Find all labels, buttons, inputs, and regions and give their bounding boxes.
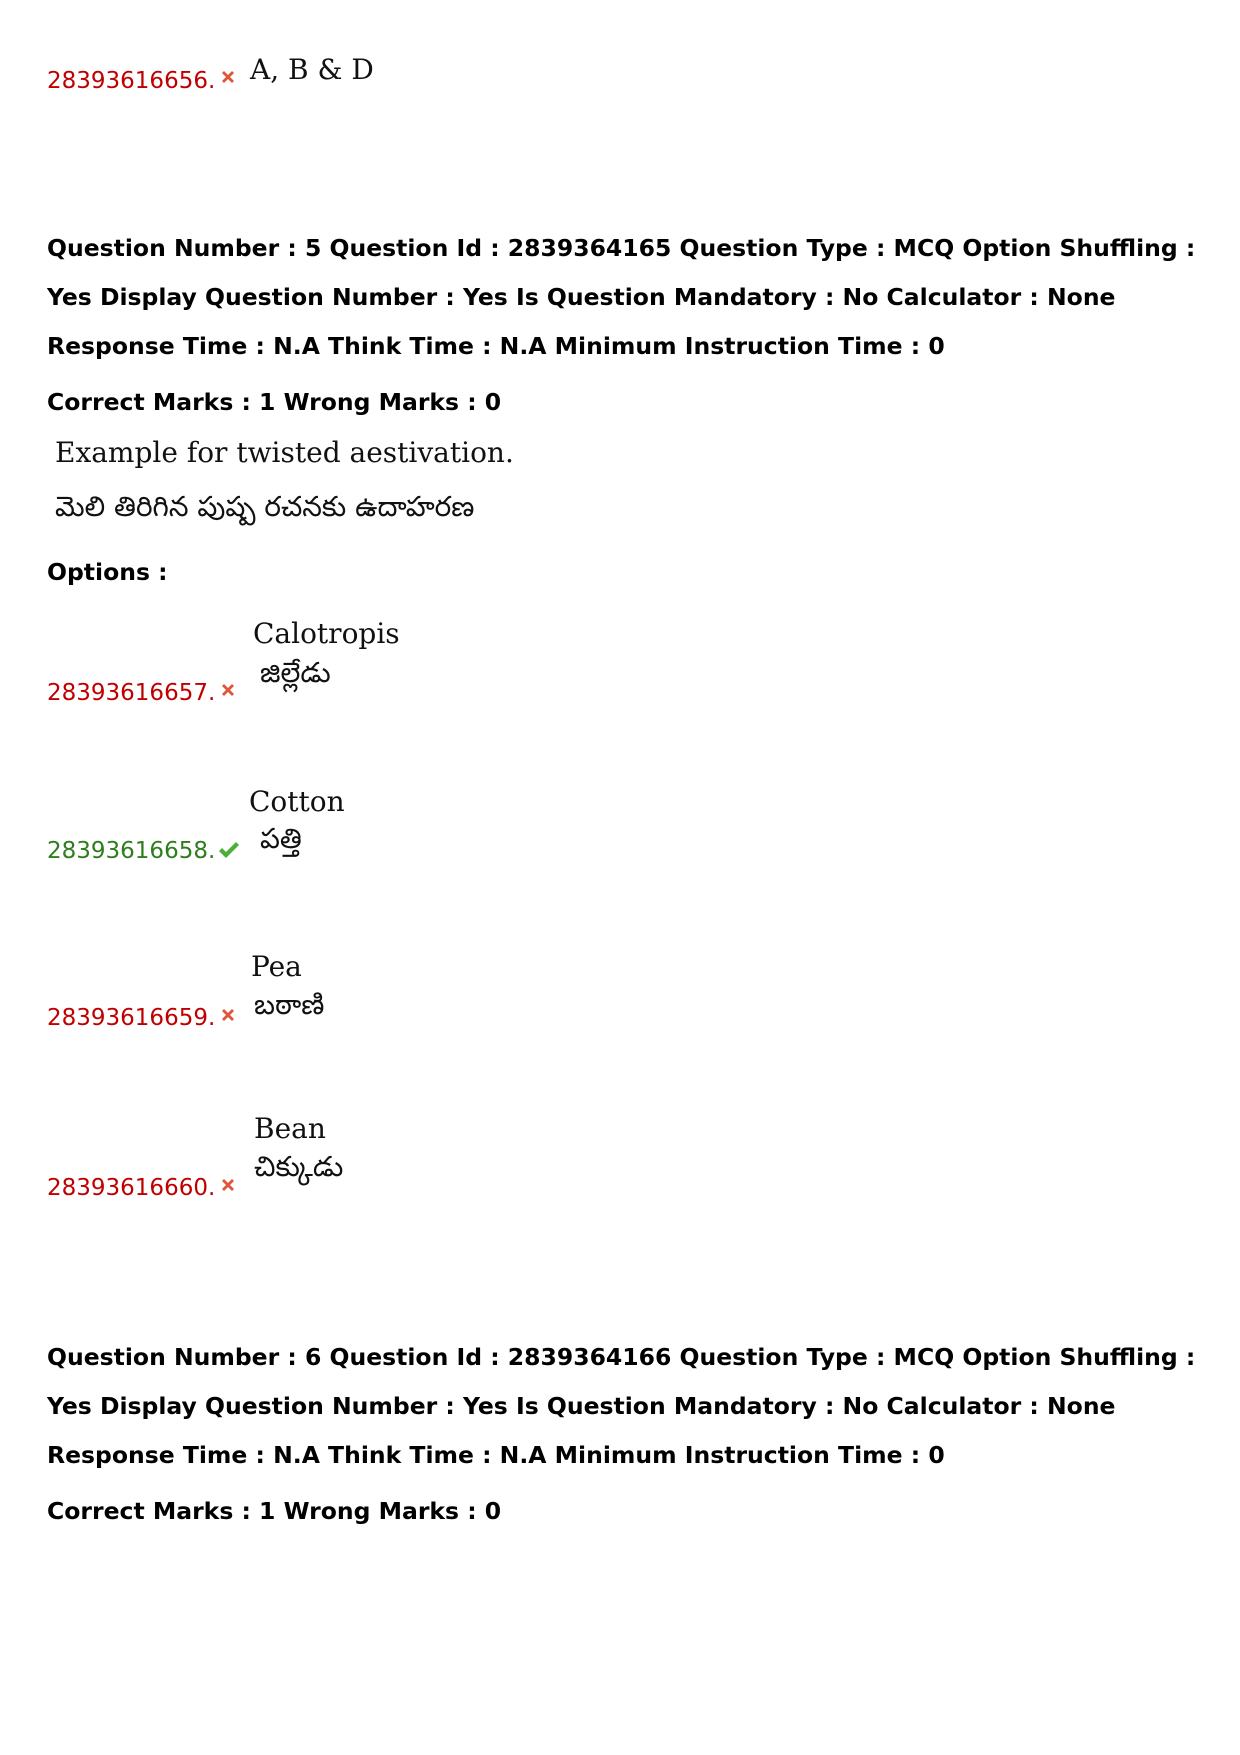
option-id: 28393616660. xyxy=(47,1175,216,1201)
question-text-telugu: మెలి తిరిగిన పుష్ప రచనకు ఉదాహరణ xyxy=(55,490,475,523)
option-id: 28393616659. xyxy=(47,1005,216,1031)
option-id: 28393616657. xyxy=(47,680,216,706)
question-meta: Question Number : 6 Question Id : 2839364166 Question Type : MCQ Option Shuffling : Yes Display Question Number : Yes Is Question Mandatory : No Calculator : None Response Time : N.A Think Time : N.A Minimum Instruction Time : 0 xyxy=(47,1343,1196,1469)
cross-icon xyxy=(219,68,237,86)
option-text: A, B & D xyxy=(250,53,374,86)
cross-icon xyxy=(219,1006,237,1024)
option-text-telugu: జిల్లేడు xyxy=(260,656,331,689)
question-marks: Correct Marks : 1 Wrong Marks : 0 xyxy=(47,388,502,416)
option-text-telugu: బఠాణి xyxy=(254,988,325,1021)
question-meta: Question Number : 5 Question Id : 2839364165 Question Type : MCQ Option Shuffling : Yes Display Question Number : Yes Is Question Mandatory : No Calculator : None Response Time : N.A Think Time : N.A Minimum Instruction Time : 0 xyxy=(47,234,1196,360)
option-id: 28393616658. xyxy=(47,838,216,864)
question-marks: Correct Marks : 1 Wrong Marks : 0 xyxy=(47,1497,502,1525)
option-text-telugu: చిక్కుడు xyxy=(254,1150,344,1183)
question-text-english: Example for twisted aestivation. xyxy=(55,436,514,469)
cross-icon xyxy=(219,681,237,699)
options-label: Options : xyxy=(47,558,168,586)
check-icon xyxy=(217,840,241,860)
cross-icon xyxy=(219,1176,237,1194)
option-text-english: Cotton xyxy=(249,785,345,818)
option-text-english: Bean xyxy=(254,1112,326,1145)
option-text-english: Calotropis xyxy=(253,617,400,650)
option-text-telugu: పత్తి xyxy=(260,822,302,855)
option-id: 28393616656. xyxy=(47,68,216,94)
option-text-english: Pea xyxy=(251,950,302,983)
